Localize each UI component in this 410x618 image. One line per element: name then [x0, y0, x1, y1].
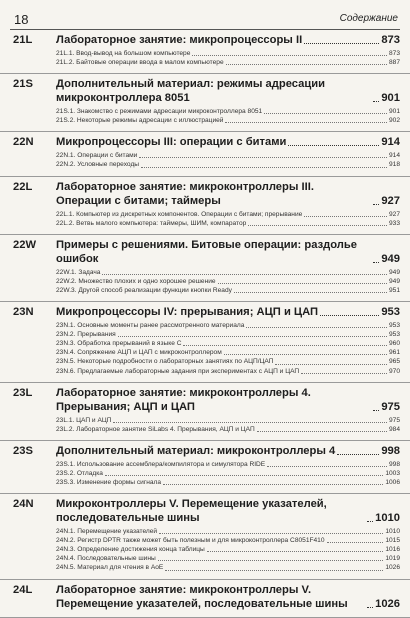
dot-leader	[158, 560, 384, 561]
dot-leader	[373, 410, 379, 411]
dot-leader	[118, 336, 387, 337]
subsection-page: 1019	[385, 555, 400, 563]
chapter-page: 927	[381, 194, 400, 207]
subsection-entry	[56, 277, 400, 286]
running-header: Содержание	[339, 13, 398, 24]
subsection-entry	[56, 321, 400, 330]
dot-leader	[224, 354, 387, 355]
subsection-title: 23S.2. Отладка	[56, 469, 103, 477]
dot-leader	[102, 274, 387, 275]
toc-chapter-22l	[0, 177, 410, 235]
dot-leader	[304, 216, 387, 217]
toc-chapter-24n	[0, 494, 410, 579]
dot-leader	[225, 122, 387, 123]
dot-leader	[163, 484, 383, 485]
subsection-entry	[56, 545, 400, 554]
subsection-entry	[56, 151, 400, 160]
subsection-page: 953	[388, 322, 400, 330]
subsection-page: 951	[388, 286, 400, 294]
dot-leader	[327, 542, 384, 543]
chapter-body	[56, 583, 400, 611]
subsection-page: 960	[388, 340, 400, 348]
chapter-number: 23N	[13, 306, 34, 319]
dot-leader	[141, 167, 387, 168]
subsection-page: 1016	[385, 546, 400, 554]
dot-leader	[183, 345, 387, 346]
chapter-page: 873	[381, 34, 400, 46]
subsection-entry	[56, 116, 400, 125]
toc-chapter-23n	[0, 302, 410, 383]
chapter-title: Микропроцессоры IV: прерывания; АЦП и ЦАП	[56, 306, 319, 319]
subsection-page: 1003	[385, 469, 400, 477]
subsection-title: 21L.1. Ввод-вывод на большом компьютере	[56, 50, 191, 57]
chapter-number: 22L	[13, 180, 33, 193]
chapter-number: 24N	[13, 498, 34, 511]
dot-leader	[267, 466, 387, 467]
subsection-entry	[56, 425, 400, 434]
dot-leader	[234, 292, 387, 293]
subsection-title: 22W.3. Другой способ реализации функции кнопки Ready	[56, 286, 232, 294]
toc-chapter-22n	[0, 132, 410, 176]
toc-chapter-24l	[0, 580, 410, 618]
toc-chapter-23l	[0, 383, 410, 441]
dot-leader	[367, 607, 373, 608]
dot-leader	[320, 315, 379, 316]
chapter-page: 914	[381, 136, 400, 149]
subsection-page: 918	[388, 161, 400, 169]
dot-leader	[139, 157, 387, 158]
subsection-page: 902	[388, 117, 400, 125]
subsection-entry	[56, 210, 400, 219]
subsection-page: 965	[388, 358, 400, 366]
subsection-page: 887	[388, 59, 400, 67]
dot-leader	[337, 454, 379, 455]
chapter-title: Дополнительный материал: режимы адресации микроконтроллера 8051	[56, 78, 326, 105]
subsection-title: 23N.4. Сопряжение АЦП и ЦАП с микроконтроллером	[56, 349, 222, 357]
chapter-body	[56, 238, 400, 295]
subsection-entry	[56, 563, 400, 572]
dot-leader	[304, 43, 379, 44]
subsection-title: 23L.2. Лабораторное занятие SiLabs 4. Прерывания, АЦП и ЦАП	[56, 425, 255, 433]
subsection-entry	[56, 348, 400, 357]
toc-chapter-21l	[0, 30, 410, 74]
chapter-body	[56, 135, 400, 169]
subsection-entry	[56, 330, 400, 339]
chapter-title-line	[56, 444, 400, 458]
subsection-title: 21L.2. Байтовые операции ввода в малом компьютере	[56, 59, 224, 67]
toc-chapter-23s	[0, 441, 410, 494]
chapter-body	[56, 497, 400, 572]
chapter-title: Лабораторное занятие: микроконтроллеры 4. Прерывания; АЦП и ЦАП	[56, 386, 311, 413]
subsection-entry	[56, 160, 400, 169]
dot-leader	[207, 551, 384, 552]
chapter-title: Микроконтроллеры V. Перемещение указателей, последовательные шины	[56, 498, 327, 525]
subsection-entry	[56, 554, 400, 563]
subsection-title: 23N.2. Прерывания	[56, 331, 116, 339]
subsection-entry	[56, 58, 400, 67]
subsection-title: 24N.4. Последовательные шины	[56, 555, 156, 563]
dot-leader	[264, 113, 387, 114]
dot-leader	[192, 55, 387, 56]
chapter-body	[56, 33, 400, 67]
chapter-number: 21S	[13, 78, 33, 91]
subsection-entry	[56, 416, 400, 425]
chapter-page: 953	[381, 306, 400, 319]
chapter-number: 22N	[13, 136, 34, 149]
subsection-title: 24N.5. Материал для чтения в AoE	[56, 564, 164, 572]
chapter-title-line	[56, 33, 400, 47]
subsection-title: 22W.1. Задача	[56, 268, 101, 276]
subsection-page: 949	[388, 277, 400, 285]
dot-leader	[373, 204, 379, 205]
chapter-title-line	[56, 497, 400, 525]
subsection-page: 1015	[385, 537, 400, 545]
subsection-page: 914	[388, 152, 400, 160]
chapter-number: 22W	[13, 238, 37, 251]
chapter-page: 1010	[375, 512, 400, 525]
subsection-page: 998	[388, 460, 400, 468]
chapter-body	[56, 305, 400, 376]
chapter-title-line	[56, 135, 400, 149]
dot-leader	[159, 533, 383, 534]
chapter-title-line	[56, 305, 400, 319]
subsection-title: 24N.1. Перемещение указателей	[56, 528, 158, 536]
subsection-title: 23N.6. Предлагаемые лабораторные задания при экспериментах с АЦП и ЦАП	[56, 367, 300, 375]
chapter-number: 23L	[13, 386, 33, 399]
dot-leader	[288, 145, 379, 146]
dot-leader	[367, 521, 373, 522]
subsection-page: 949	[388, 268, 400, 276]
subsection-page: 970	[388, 367, 400, 375]
subsection-list	[56, 49, 400, 67]
dot-leader	[105, 475, 383, 476]
page-number: 18	[14, 12, 29, 27]
chapter-title-line	[56, 77, 400, 105]
chapter-page: 949	[381, 252, 400, 265]
subsection-entry	[56, 286, 400, 295]
subsection-title: 23S.3. Изменение формы сигнала	[56, 478, 162, 486]
subsection-list	[56, 416, 400, 434]
subsection-list	[56, 527, 400, 572]
dot-leader	[248, 225, 387, 226]
subsection-title: 22W.2. Множество плохих и одно хорошее решение	[56, 277, 216, 285]
chapter-body	[56, 77, 400, 125]
subsection-title: 21S.1. Знакомство с режимами адресации микроконтроллера 8051	[56, 108, 263, 116]
subsection-entry	[56, 527, 400, 536]
subsection-entry	[56, 268, 400, 277]
dot-leader	[373, 101, 379, 102]
chapter-title: Примеры с решениями. Битовые операции: раздолье ошибок	[56, 238, 358, 265]
subsection-entry	[56, 357, 400, 366]
subsection-page: 901	[388, 108, 400, 116]
dot-leader	[373, 262, 379, 263]
chapter-body	[56, 180, 400, 228]
subsection-list	[56, 107, 400, 125]
subsection-page: 1026	[385, 564, 400, 572]
subsection-title: 23N.3. Обработка прерываний в языке C	[56, 340, 182, 348]
subsection-title: 21S.2. Некоторые режимы адресации с иллюстрацией	[56, 117, 224, 125]
chapter-number: 23S	[13, 444, 33, 457]
subsection-entry	[56, 469, 400, 478]
subsection-title: 22L.1. Компьютер из дискретных компонентов. Операции с битами; прерывание	[56, 210, 303, 218]
subsection-title: 22L.2. Ветвь малого компьютера: таймеры, ШИМ, компаратор	[56, 219, 247, 227]
dot-leader	[113, 422, 387, 423]
subsection-entry	[56, 460, 400, 469]
chapter-title: Лабораторное занятие: микроконтроллеры V. Перемещение указателей, последовательные шины	[56, 583, 348, 610]
subsection-title: 23N.5. Некоторые подробности о лабораторных занятиях по АЦП/ЦАП	[56, 358, 274, 366]
subsection-page: 1010	[385, 528, 400, 536]
subsection-entry	[56, 339, 400, 348]
subsection-page: 975	[388, 416, 400, 424]
subsection-page: 873	[388, 50, 400, 57]
subsection-title: 24N.3. Определение достижения конца таблицы	[56, 546, 205, 554]
chapter-title-line	[56, 238, 400, 266]
dot-leader	[301, 373, 387, 374]
chapter-title-line	[56, 583, 400, 611]
chapter-number: 21L	[13, 34, 33, 46]
subsection-title: 22N.2. Условные переходы	[56, 161, 140, 169]
dot-leader	[165, 570, 383, 571]
dot-leader	[218, 283, 387, 284]
subsection-page: 927	[388, 210, 400, 218]
subsection-entry	[56, 219, 400, 228]
chapter-title: Дополнительный материал: микроконтроллеры 4	[56, 444, 336, 457]
chapter-page: 998	[381, 444, 400, 457]
subsection-page: 984	[388, 425, 400, 433]
chapter-page: 1026	[375, 597, 400, 610]
chapter-title: Лабораторное занятие: микроконтроллеры III. Операции с битами; таймеры	[56, 180, 314, 207]
subsection-title: 23L.1. ЦАП и АЦП	[56, 416, 112, 424]
subsection-title: 23N.1. Основные моменты ранее рассмотренного материала	[56, 322, 245, 330]
subsection-list	[56, 151, 400, 169]
dot-leader	[257, 431, 387, 432]
subsection-page: 1006	[385, 478, 400, 486]
subsection-page: 933	[388, 219, 400, 227]
subsection-entry	[56, 107, 400, 116]
chapter-number: 24L	[13, 583, 33, 596]
subsection-title: 23S.1. Использование ассемблера/компилятора и симулятора RIDE	[56, 460, 266, 468]
chapter-title-line	[56, 386, 400, 414]
chapter-body	[56, 386, 400, 434]
table-of-contents	[0, 30, 410, 618]
subsection-title: 22N.1. Операции с битами	[56, 152, 138, 160]
subsection-list	[56, 210, 400, 228]
chapter-body	[56, 444, 400, 487]
subsection-title: 24N.2. Регистр DPTR также может быть полезным и для микроконтроллера C8051F410	[56, 537, 325, 545]
dot-leader	[226, 64, 387, 65]
chapter-page: 901	[381, 92, 400, 105]
subsection-list	[56, 460, 400, 487]
subsection-entry	[56, 478, 400, 487]
toc-chapter-22w	[0, 235, 410, 302]
subsection-page: 961	[388, 349, 400, 357]
dot-leader	[275, 364, 387, 365]
toc-chapter-21s	[0, 74, 410, 132]
chapter-title: Лабораторное занятие: микропроцессоры II	[56, 34, 303, 46]
chapter-title: Микропроцессоры III: операции с битами	[56, 136, 287, 149]
chapter-title-line	[56, 180, 400, 208]
subsection-list	[56, 321, 400, 376]
subsection-page: 953	[388, 331, 400, 339]
dot-leader	[246, 327, 387, 328]
subsection-list	[56, 268, 400, 295]
chapter-page: 975	[381, 400, 400, 413]
subsection-entry	[56, 49, 400, 58]
subsection-entry	[56, 536, 400, 545]
subsection-entry	[56, 367, 400, 376]
